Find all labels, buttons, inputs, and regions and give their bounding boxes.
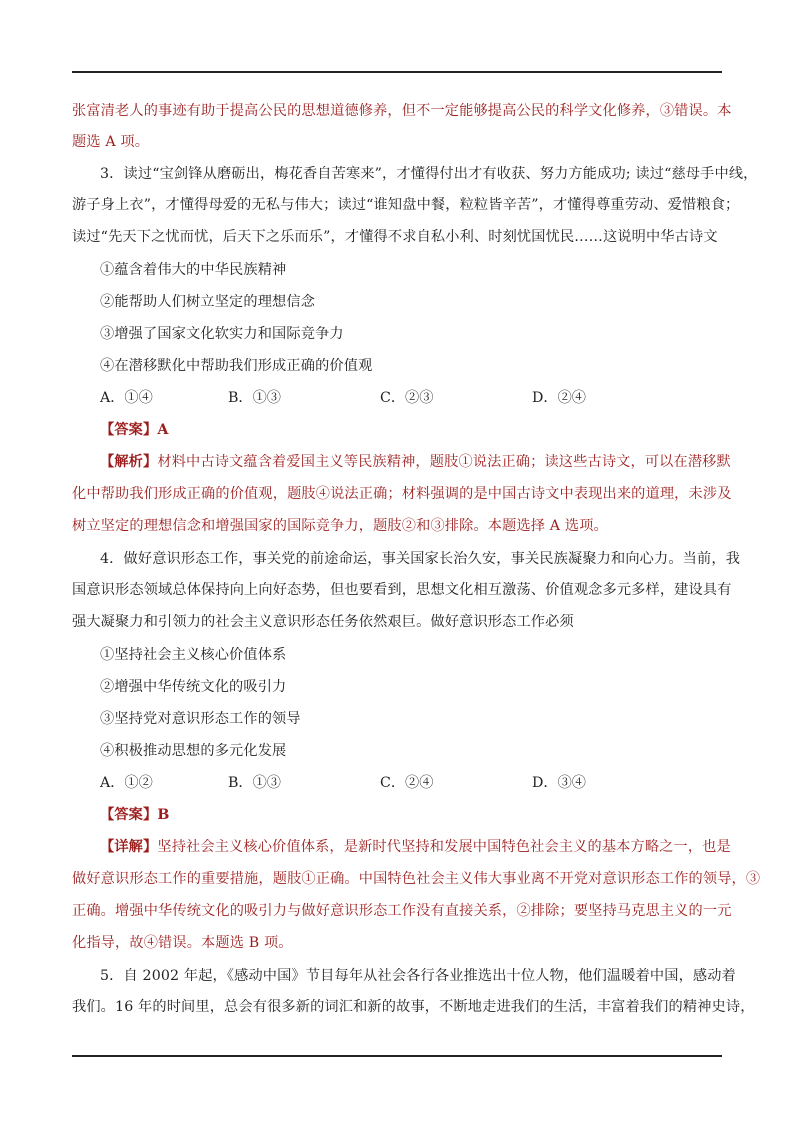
analysis-label: 【详解】 [100,839,158,855]
option-c: C．②④ [380,775,434,791]
prev-analysis-line: 题选 A 项。 [72,134,150,150]
q4-item: ②增强中华传统文化的吸引力 [100,679,287,695]
q3-item: ③增强了国家文化软实力和国际竞争力 [100,326,344,342]
option-a: A．①④ [100,390,153,406]
q3-item: ④在潜移默化中帮助我们形成正确的价值观 [100,358,373,374]
prev-analysis-line: 张富清老人的事迹有助于提高公民的思想道德修养，但不一定能够提高公民的科学文化修养，③错误。本 [72,103,732,119]
q4-item: ④积极推动思想的多元化发展 [100,743,287,759]
q3-analysis-line [100,452,760,472]
q4-item: ③坚持党对意识形态工作的领导 [100,711,301,727]
q3-answer: 【答案】A [100,422,169,438]
q3-stem-line: 游子身上衣”，才懂得母爱的无私与伟大；读过“谁知盘中餐，粒粒皆辛苦”，才懂得尊重劳动、爱惜粮食； [72,197,740,213]
q4-answer: 【答案】B [100,807,170,823]
option-b: B．①③ [228,775,281,791]
option-b: B．①③ [228,390,281,406]
option-d: D．②④ [532,390,586,406]
q4-analysis-line: 正确。增强中华传统文化的吸引力与做好意识形态工作没有直接关系，②排除；要坚持马克思主义的一元 [72,903,732,919]
analysis-text: 材料中古诗文蕴含着爱国主义等民族精神，题肢①说法正确；读这些古诗文，可以在潜移默 [157,454,731,470]
q4-analysis-line [100,837,760,857]
q4-analysis-line: 化指导，故④错误。本题选 B 项。 [72,935,293,951]
q3-stem-line: 3．读过“宝剑锋从磨砺出，梅花香自苦寒来”，才懂得付出才有收获、努力方能成功; 读过“慈母手中线， [100,166,758,182]
q4-analysis-line: 做好意识形态工作的重要措施，题肢①正确。中国特色社会主义伟大事业离不开党对意识形态工作的领导，③ [72,871,761,887]
q4-stem-line: 国意识形态领域总体保持向上向好态势，但也要看到，思想文化相互激荡、价值观念多元多样，建设具有 [72,582,732,598]
header-rule [72,71,722,73]
option-d: D．③④ [532,775,586,791]
q5-stem-line: 我们。16 年的时间里，总会有很多新的词汇和新的故事，不断地走进我们的生活，丰富着我们的精神史诗， [72,999,755,1015]
q4-stem-line: 4．做好意识形态工作，事关党的前途命运，事关国家长治久安，事关民族凝聚力和向心力。当前，我 [100,551,741,567]
q4-item: ①坚持社会主义核心价值体系 [100,647,287,663]
analysis-label: 【解析】 [100,454,158,470]
q3-analysis-line: 化中帮助我们形成正确的价值观，题肢④说法正确；材料强调的是中国古诗文中表现出来的道理，未涉及 [72,486,732,502]
q3-item: ②能帮助人们树立坚定的理想信念 [100,294,316,310]
option-c: C．②③ [380,390,434,406]
q5-stem-line: 5．自 2002 年起，《感动中国》节目每年从社会各行各业推选出十位人物，他们温暖着中国，感动着 [100,968,736,984]
q3-stem-line: 读过“先天下之忧而忧，后天下之乐而乐”，才懂得不求自私小利、时刻忧国忧民……这说明中华古诗文 [72,229,718,245]
q3-analysis-line: 树立坚定的理想信念和增强国家的国际竞争力，题肢②和③排除。本题选择 A 选项。 [72,518,608,534]
analysis-text: 坚持社会主义核心价值体系，是新时代坚持和发展中国特色社会主义的基本方略之一，也是 [157,839,731,855]
footer-rule [72,1055,722,1057]
option-a: A．①② [100,775,153,791]
q4-stem-line: 强大凝聚力和引领力的社会主义意识形态任务依然艰巨。做好意识形态工作必须 [72,614,574,630]
q3-item: ①蕴含着伟大的中华民族精神 [100,262,287,278]
